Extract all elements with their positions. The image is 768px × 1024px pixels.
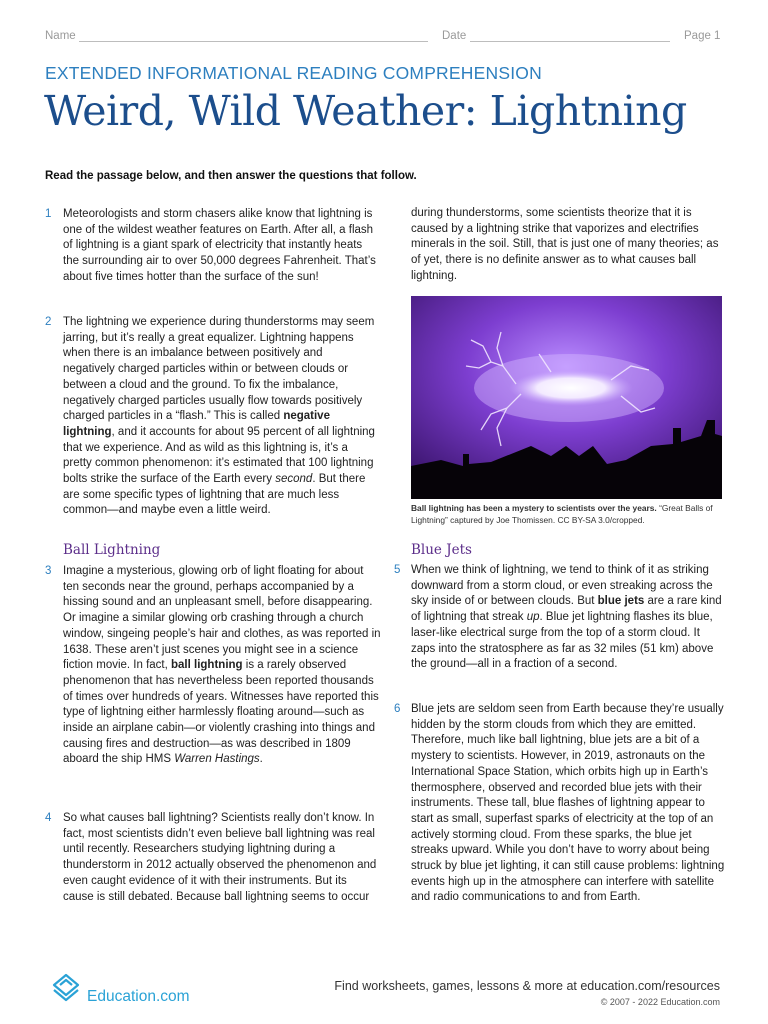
footer-resources-link[interactable]: Find worksheets, games, lessons & more at education.com/resources (334, 979, 720, 993)
paragraph-number: 4 (45, 812, 52, 824)
date-field-line[interactable] (470, 41, 670, 42)
ball-lightning-image (411, 296, 722, 499)
paragraph-6: Blue jets are seldom seen from Earth because they’re usually hidden by the storm clouds from which they are emitted. Therefore, much like ball lightning, blue jets are a bit of a mystery to scientists. However, in 2019, astronauts on the International Space Station, which orbits high up in Earth’s thermosphere, observed and recorded blue jets with their instruments. These tall, blue flashes of lightning appear to start as small, superfast sparks of electricity at the top of an actively storming cloud. From these sparks, the blue jet streaks upward. While you don’t have to worry about being struck by blue jet lighting, it can still cause problems: lightning events high up in the atmosphere can interfere with satellite and radio communications to and from Earth. (411, 703, 725, 904)
subheading-ball-lightning: Ball Lightning (63, 542, 161, 558)
paragraph-5: When we think of lightning, we tend to think of it as striking downward from a storm cloud, or even streaking across the sky inside of or between clouds. But blue jets are a rare kind of lightning that streak up. Blue jet lightning flashes its blue, laser-like electrical surge from the top of a storm cloud. It zaps into the stratosphere as far as 32 miles (51 km) above the ground—all in a fraction of a second. (411, 564, 722, 671)
name-label: Name (45, 30, 76, 42)
education-logo-text[interactable]: Education.com (87, 988, 190, 1005)
photo-caption: Ball lightning has been a mystery to scientists over the years. “Great Balls of Lightning” captured by Joe Thomissen. CC BY-SA 3.0/cropped. (411, 503, 713, 525)
page-title: Weird, Wild Weather: Lightning (44, 87, 687, 135)
ball-lightning-photo (411, 296, 722, 499)
paragraph-number: 6 (394, 703, 401, 715)
paragraph-4: So what causes ball lightning? Scientists really don’t know. In fact, most scientists didn’t even believe ball lightning was real until recently. Researchers studying lightning during a thunderstorm in 2012 actually observed the phenomenon and even caught evidence of it with their instruments. But its cause is still debated. Because ball lightning seems to occur (63, 812, 377, 903)
paragraph-2: The lightning we experience during thunderstorms may seem jarring, but it’s really a great equalizer. Lightning happens when there is an imbalance between positively and negatively charged particles within or between clouds or between a cloud and the ground. To fix the imbalance, negatively charged particles usually flow towards positively charged particles in a “flash.” This is called negative lightning, and it accounts for about 95 percent of all lightning that we experience. And as wild as this lightning is, it’s a pretty common phenomenon: it’s estimated that 100 lightning bolts strike the surface of the Earth every second. But there are some specific types of lightning that are much less common—and maybe even a little weird. (63, 316, 375, 517)
instructions: Read the passage below, and then answer the questions that follow. (45, 170, 417, 182)
education-logo-icon[interactable] (50, 971, 82, 1003)
paragraph-1: Meteorologists and storm chasers alike know that lightning is one of the wildest weather features on Earth. After all, a flash of lightning is a giant spark of electricity that instantly heats the surrounding air to over 50,000 degrees Fahrenheit. That’s about five times hotter than the surface of the sun! (63, 208, 376, 283)
worksheet-kicker: EXTENDED INFORMATIONAL READING COMPREHENSION (45, 63, 542, 83)
paragraph-number: 1 (45, 208, 52, 220)
date-label: Date (442, 30, 467, 42)
name-field-line[interactable] (79, 41, 428, 42)
page-number: Page 1 (684, 30, 721, 42)
paragraph-3: Imagine a mysterious, glowing orb of light floating for about ten seconds near the ground, perhaps accompanied by a hissing sound and an unpleasant smell, before disappearing. Or imagine a similar glowing orb crashing through a church window, singeing people’s hair and clothes, as was reported in 1638. These aren’t just scenes you might see in a science fiction movie. In fact, ball lightning is a rarely observed phenomenon that has nevertheless been reported thousands of times over hundreds of years. Witnesses have reported this type of lightning either harmlessly floating around—such as inside an airplane cabin—or violently crashing into things and causing fires and destruction—as was described in 1809 aboard the ship HMS Warren Hastings. (63, 565, 381, 766)
subheading-blue-jets: Blue Jets (411, 542, 472, 558)
paragraph-4-continued: during thunderstorms, some scientists theorize that it is caused by a lightning strike that vaporizes and electrifies minerals in the soil. Still, that is just one of many theories; as of yet, there is no definite answer as to what causes ball lightning. (411, 207, 719, 282)
paragraph-number: 5 (394, 564, 401, 576)
term-blue-jets: blue jets (597, 595, 645, 608)
term-ball-lightning: ball lightning (171, 659, 243, 672)
paragraph-number: 2 (45, 316, 52, 328)
footer-copyright: © 2007 - 2022 Education.com (600, 997, 720, 1007)
paragraph-number: 3 (45, 565, 52, 577)
term-negative-lightning: negative lightning (63, 410, 330, 438)
